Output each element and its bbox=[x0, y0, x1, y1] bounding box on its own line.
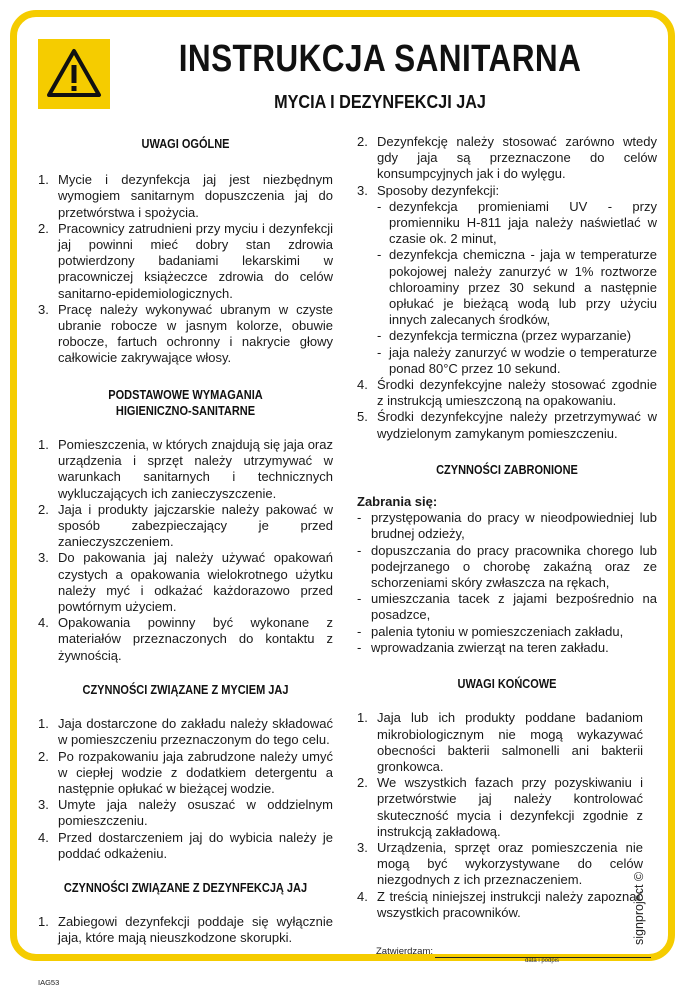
brand-vertical: signproject © bbox=[632, 871, 646, 945]
warning-triangle-icon bbox=[44, 45, 104, 103]
section-title-uwagi-koncowe: UWAGI KOŃCOWE bbox=[457, 677, 557, 692]
list-item: 3. Pracę należy wykonywać ubranym w czyste ubranie robocze w jasnym kolorze, obuwie robocze, fartuch ochronny i nakrycie głowy całkowicie zakrywające włosy. bbox=[38, 301, 333, 366]
list-item: 4. Przed dostarczeniem jaj do wybicia należy je poddać odkażeniu. bbox=[38, 829, 333, 861]
sub-item: - dezynfekcja chemiczna - jaja w temperaturze pokojowej należy zanurzyć w 1% roztworze chloroaminy przez 30 sekund a następnie opłukać je bieżącą wodą lub przy użyciu innych zalecanych środków, bbox=[377, 247, 657, 328]
section-title-uwagi-ogolne: UWAGI OGÓLNE bbox=[141, 137, 230, 151]
approval-label: Zatwierdzam: bbox=[376, 946, 434, 957]
list-dezynfekcja bbox=[38, 914, 333, 946]
list-item: 2. Pracownicy zatrudnieni przy myciu i dezynfekcji jaj powinni mieć dobry stan zdrowia potwierdzony badaniami lekarskimi w pracowniczej książeczce zdrowia do celów sanitarno-epidemiologicznych. bbox=[38, 220, 333, 301]
sub-item: - jaja należy zanurzyć w wodzie o temperaturze ponad 80°C przez 10 sekund. bbox=[377, 344, 657, 376]
list-item: 1. Zabiegowi dezynfekcji poddaje się wyłącznie jaja, które mają nieuszkodzone skorupki. bbox=[38, 914, 333, 946]
product-code: IAG53 bbox=[38, 978, 60, 987]
sposoby-sublist bbox=[377, 199, 657, 377]
list-item: 1. Jaja dostarczone do zakładu należy składować w pomieszczeniu przeznaczonym do tego celu. bbox=[38, 716, 333, 748]
section-title-wymagania-2: HIGIENICZNO-SANITARNE bbox=[115, 403, 256, 418]
list-mycie bbox=[38, 716, 333, 862]
list-item: 1. Jaja lub ich produkty poddane badaniom mikrobiologicznym nie mogą wykazywać obecności bakterii salmonelli ani bakterii gronkowca. bbox=[357, 710, 643, 774]
section-title-dezynfekcja: CZYNNOŚCI ZWIĄZANE Z DEZYNFEKCJĄ JAJ bbox=[63, 880, 308, 895]
list-uwagi-ogolne bbox=[38, 172, 333, 366]
page-title: INSTRUKCJA SANITARNA bbox=[178, 38, 582, 80]
page-subtitle: MYCIA I DEZYNFEKCJI JAJ bbox=[274, 92, 486, 112]
list-wymagania bbox=[38, 437, 333, 664]
list-item: 4. Z treścią niniejszej instrukcji należy zapoznać wszystkich pracowników. bbox=[357, 888, 643, 920]
list-zabronione bbox=[357, 510, 657, 656]
zabrania-lead: Zabrania się: bbox=[357, 494, 438, 510]
list-item: 4. Środki dezynfekcyjne należy stosować zgodnie z instrukcją umieszczoną na opakowaniu. bbox=[357, 377, 657, 409]
list-item: 3. Urządzenia, sprzęt oraz pomieszczenia nie mogą być wykorzystywane do celów niezgodnych z ich przeznaczeniem. bbox=[357, 839, 643, 888]
list-item: 2. We wszystkich fazach przy pozyskiwaniu i przetwórstwie jaj należy kontrolować skuteczność mycia i dezynfekcji zgodnie z instrukcją zakładową. bbox=[357, 775, 643, 839]
list-item: 5. Środki dezynfekcyjne należy przetrzymywać w wydzielonym zamykanym pomieszczeniu. bbox=[357, 409, 657, 441]
section-title-mycie: CZYNNOŚCI ZWIĄZANE Z MYCIEM JAJ bbox=[82, 682, 289, 697]
list-item: 2. Po rozpakowaniu jaja zabrudzone należy umyć w ciepłej wodzie z dodatkiem detergentu a następnie opłukać w bieżącej wodzie. bbox=[38, 748, 333, 796]
list-dezynfekcja-cont bbox=[357, 134, 657, 442]
list-item: - przystępowania do pracy w nieodpowiedniej lub brudnej odzieży, bbox=[357, 510, 657, 542]
list-item: 2. Dezynfekcję należy stosować zarówno wtedy gdy jaja są przeznaczone do celów konsumpcyjnych jak i do wylęgu. bbox=[357, 134, 657, 182]
list-item: 3. Do pakowania jaj należy używać opakowań czystych a opakowania wielokrotnego użytku należy myć i odkażać każdorazowo przed powtórnym użyciem. bbox=[38, 550, 333, 615]
section-title-zabronione: CZYNNOŚCI ZABRONIONE bbox=[436, 462, 578, 477]
section-title-wymagania-1: PODSTAWOWE WYMAGANIA bbox=[108, 387, 263, 402]
right-column bbox=[357, 134, 657, 921]
list-item: - palenia tytoniu w pomieszczeniach zakładu, bbox=[357, 623, 624, 639]
list-item: - dopuszczania do pracy pracownika chorego lub podejrzanego o chorobę zakaźną oraz ze schorzeniami skóry zwłaszcza na rękach, bbox=[357, 542, 657, 591]
list-item: 4. Opakowania powinny być wykonane z materiałów przeznaczonych do kontaktu z żywnością. bbox=[38, 615, 333, 663]
left-column bbox=[38, 136, 333, 947]
list-item: 2. Jaja i produkty jajczarskie należy pakować w sposób zabezpieczający je przed zanieczyszczeniem. bbox=[38, 501, 333, 550]
signature-caption: data i podpis bbox=[525, 958, 560, 964]
list-item: 1. Pomieszczenia, w których znajdują się jaja oraz urządzenia i sprzęt należy utrzymywać w warunkach sanitarnych i technicznych wykluczających ich zanieczyszczenie. bbox=[38, 437, 333, 501]
warning-icon-box bbox=[38, 39, 110, 109]
list-item: 3. Sposoby dezynfekcji: - dezynfekcja promieniami UV - przy promienniku H-811 jaja należy naświetlać w czasie ok. 2 minut, - dezynfekcja chemiczna - jaja w temperaturze pokojowej należy zanurzyć w 1% roztworze chloroaminy przez 30 sekund a następnie opłukać je bieżącą wodą lub przy użyciu innych zalecanych środków, - dezynfekcja termiczna (przez wyparzanie) - jaja należy zanurzyć w wodzie o temperaturze ponad 80°C przez 10 sekund. bbox=[357, 182, 657, 376]
list-item: - umieszczania tacek z jajami bezpośrednio na posadzce, bbox=[357, 591, 657, 623]
list-item: 1. Mycie i dezynfekcja jaj jest niezbędnym wymogiem sanitarnym dopuszczenia jaj do przetwórstwa i spożycia. bbox=[38, 172, 333, 220]
list-uwagi-koncowe bbox=[357, 710, 657, 921]
sub-item: - dezynfekcja promieniami UV - przy promienniku H-811 jaja należy naświetlać w czasie ok. 2 minut, bbox=[377, 198, 657, 247]
list-item: - wprowadzania zwierząt na teren zakładu. bbox=[357, 639, 609, 655]
sub-item: - dezynfekcja termiczna (przez wyparzanie) bbox=[377, 328, 632, 344]
list-item: 3. Umyte jaja należy osuszać w oddzielnym pomieszczeniu. bbox=[38, 797, 333, 829]
